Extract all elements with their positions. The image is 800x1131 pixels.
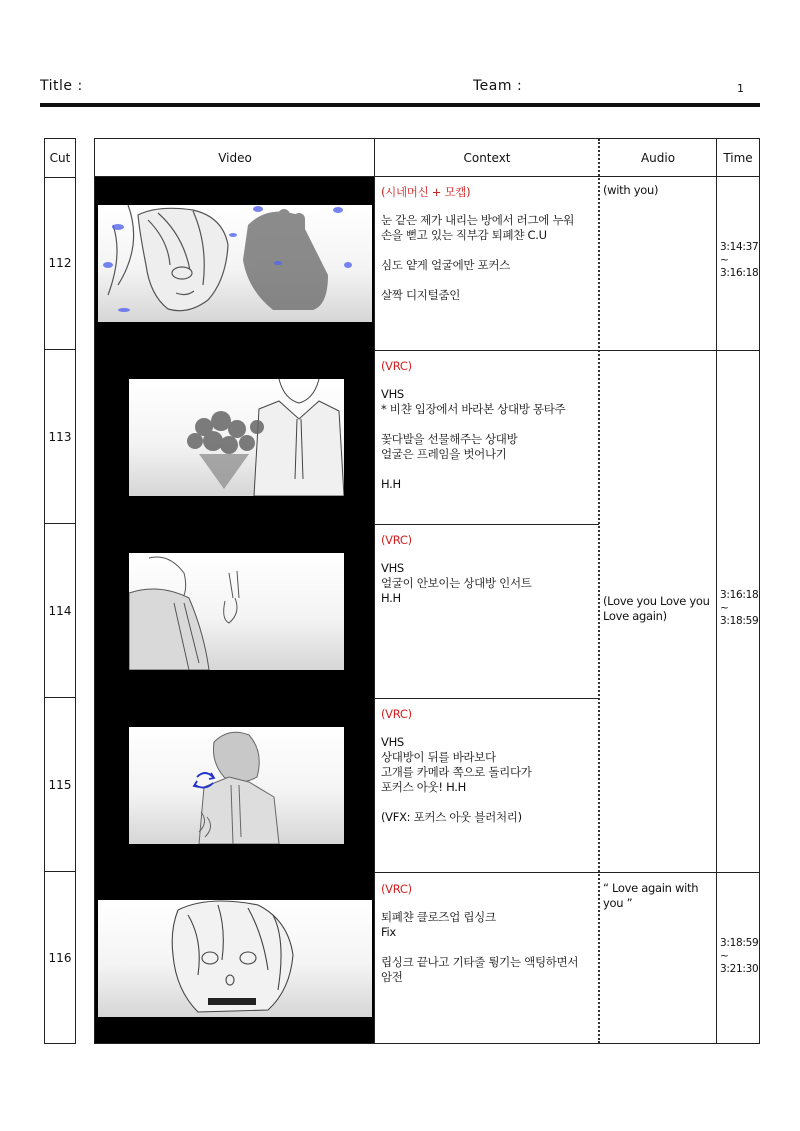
storyboard-frame-114 — [129, 553, 344, 670]
time-header: Time — [717, 139, 759, 177]
time-start: 3:18:59 — [720, 937, 759, 949]
context-line: 고개를 카메라 쪽으로 돌리다가 — [381, 765, 532, 779]
header-rule — [40, 103, 760, 107]
audio-line: you ” — [603, 896, 633, 910]
storyboard-frame-112 — [98, 205, 372, 322]
column-divider — [374, 139, 375, 1043]
audio-cell-113-115 — [603, 594, 715, 624]
context-cell-112 — [381, 185, 597, 303]
page-number: 1 — [737, 82, 745, 95]
context-header: Context — [375, 139, 599, 177]
context-cell-116 — [381, 882, 597, 985]
time-start: 3:14:37 — [720, 241, 759, 253]
time-cell-116 — [720, 937, 760, 976]
tool-tag: (VRC) — [381, 707, 412, 721]
context-line: 꽃다발을 선물해주는 상대방 — [381, 432, 518, 446]
context-line: VHS — [381, 387, 404, 401]
row-divider — [375, 872, 759, 873]
time-cell-113-115 — [720, 589, 760, 628]
audio-line: (Love you Love you — [603, 594, 710, 608]
tool-tag: (시네머신 + 모캡) — [381, 185, 471, 199]
video-header: Video — [95, 139, 375, 177]
context-line: 퇴폐챤 클로즈업 립싱크 — [381, 910, 496, 924]
context-line: 살짝 디지털줌인 — [381, 288, 461, 302]
audio-line: Love again) — [603, 609, 667, 623]
column-divider-dashed — [598, 139, 600, 1043]
row-divider — [375, 350, 759, 351]
time-end: 3:21:30 — [720, 963, 759, 975]
context-line: 얼굴은 프레임을 벗어나기 — [381, 447, 507, 461]
context-line: VHS — [381, 735, 404, 749]
tool-tag: (VRC) — [381, 882, 412, 896]
cut-number: 114 — [45, 524, 75, 698]
storyboard-frame-116 — [98, 900, 372, 1017]
context-line: 상대방이 뒤를 바라보다 — [381, 750, 496, 764]
time-tilde: ~ — [720, 950, 729, 962]
team-label: Team : — [473, 78, 523, 94]
context-line: 포커스 아웃! H.H — [381, 780, 466, 794]
tool-tag: (VRC) — [381, 533, 412, 547]
audio-cell-112: (with you) — [603, 183, 659, 197]
time-tilde: ~ — [720, 254, 729, 266]
audio-cell-116 — [603, 881, 715, 911]
context-line: * 비챤 입장에서 바라본 상대방 몽타주 — [381, 402, 566, 416]
context-line: 립싱크 끝나고 기타줄 튕기는 액팅하면서 — [381, 955, 579, 969]
audio-header: Audio — [599, 139, 717, 177]
time-start: 3:16:18 — [720, 589, 759, 601]
title-label: Title : — [40, 78, 83, 94]
storyboard-frame-113 — [129, 379, 344, 496]
context-cell-114 — [381, 533, 597, 606]
tool-tag: (VRC) — [381, 359, 412, 373]
audio-line: “ Love again with — [603, 881, 699, 895]
context-line: 얼굴이 안보이는 상대방 인서트 — [381, 576, 532, 590]
cut-number: 116 — [48, 950, 72, 965]
storyboard-table — [94, 138, 760, 1044]
context-line: Fix — [381, 925, 396, 939]
context-line: H.H — [381, 477, 401, 491]
row-divider — [375, 524, 599, 525]
context-line: 눈 같은 제가 내리는 방에서 러그에 누워 — [381, 213, 575, 227]
context-line: VHS — [381, 561, 404, 575]
context-line: 암전 — [381, 970, 403, 984]
time-end: 3:18:59 — [720, 615, 759, 627]
time-cell-112 — [720, 241, 760, 280]
row-divider — [375, 698, 599, 699]
context-line: H.H — [381, 591, 401, 605]
column-divider — [716, 139, 717, 1043]
context-cell-113 — [381, 359, 597, 492]
cut-number: 115 — [45, 698, 75, 872]
time-tilde: ~ — [720, 602, 729, 614]
context-cell-115 — [381, 707, 597, 825]
time-end: 3:16:18 — [720, 267, 759, 279]
context-line: (VFX: 포커스 아웃 블러처리) — [381, 810, 522, 824]
cut-header: Cut — [45, 139, 75, 178]
context-line: 손을 뻗고 있는 직부감 퇴폐챤 C.U — [381, 228, 547, 242]
context-line: 심도 얕게 얼굴에만 포커스 — [381, 258, 510, 272]
cut-number: 113 — [45, 350, 75, 524]
cut-column — [44, 138, 76, 1044]
storyboard-frame-115 — [129, 727, 344, 844]
cut-number: 112 — [45, 177, 75, 350]
